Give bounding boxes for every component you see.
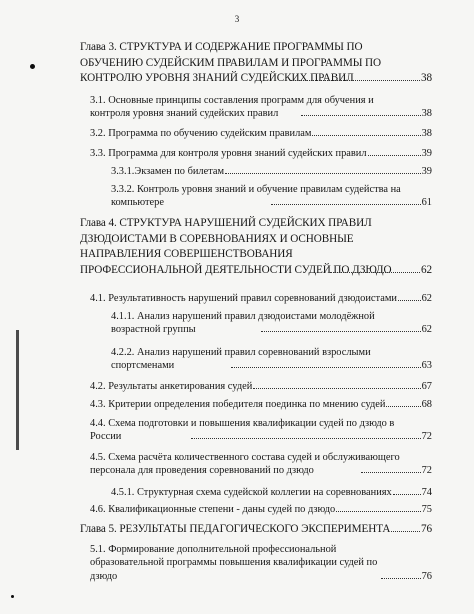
toc-label: 4.1.1. bbox=[111, 311, 135, 322]
toc-label: 4.1. bbox=[90, 293, 106, 304]
toc-page: 39 bbox=[421, 166, 432, 177]
toc-page: 75 bbox=[421, 504, 432, 515]
toc-page: 62 bbox=[421, 324, 432, 336]
toc-label: 4.2.2. bbox=[111, 347, 135, 358]
toc-page: 76 bbox=[421, 570, 432, 582]
toc-leader bbox=[290, 79, 420, 81]
toc-title: РЕЗУЛЬТАТЫ ПЕДАГОГИЧЕСКОГО ЭКСПЕРИМЕНТА bbox=[119, 523, 391, 535]
toc-page: 68 bbox=[421, 399, 432, 410]
toc-label: 4.5.1. bbox=[111, 487, 135, 498]
toc-leader bbox=[386, 405, 420, 407]
toc-title: Результаты анкетирования судей bbox=[108, 381, 253, 392]
toc-leader bbox=[191, 437, 421, 439]
toc-section-4-5[interactable] bbox=[90, 451, 432, 478]
scan-speck bbox=[30, 64, 35, 69]
toc-leader bbox=[225, 172, 421, 174]
toc-title: Схема подготовки и повышения квалификации судей по дзюдо в России bbox=[90, 418, 395, 443]
toc-section-4-2[interactable] bbox=[90, 380, 432, 393]
toc-section-4-1[interactable] bbox=[90, 292, 432, 305]
toc-section-4-5-1[interactable] bbox=[111, 486, 432, 499]
toc-leader bbox=[393, 493, 421, 495]
toc-title: Анализ нарушений правил дзюдоистами молодёжной возрастной группы bbox=[111, 311, 375, 336]
toc-page: 62 bbox=[421, 263, 432, 276]
scan-edge-mark bbox=[16, 330, 19, 450]
toc-title: Контроль уровня знаний и обучение правилам судейства на компьютере bbox=[111, 184, 401, 209]
toc-label: Глава 5. bbox=[80, 523, 117, 535]
toc-label: Глава 4. bbox=[80, 217, 117, 229]
toc-title: СТРУКТУРА НАРУШЕНИЙ СУДЕЙСКИХ ПРАВИЛ ДЗЮДОИСТАМИ В СОРЕВНОВАНИЯХ И ОСНОВНЫЕ НАПРАВЛЕНИЯ СОВЕРШЕНСТВОВАНИЯ ПРОФЕССИОНАЛЬНОЙ ДЕЯТЕЛЬНОСТИ СУДЕЙ ПО ДЗЮДО bbox=[80, 217, 392, 276]
toc-label: 3.2. bbox=[90, 128, 106, 139]
toc-title: Программа для контроля уровня знаний судейских правил bbox=[108, 148, 367, 159]
toc-chapter-4[interactable] bbox=[80, 216, 432, 278]
toc-label: 3.3.1. bbox=[111, 166, 135, 177]
toc-page: 38 bbox=[421, 72, 432, 85]
toc-leader bbox=[391, 530, 420, 532]
toc-page: 61 bbox=[421, 197, 432, 209]
toc-label: 5.1. bbox=[90, 544, 106, 555]
toc-leader bbox=[253, 387, 420, 389]
toc-leader bbox=[381, 577, 421, 579]
toc-label: Глава 3. bbox=[80, 41, 117, 53]
toc-page: 67 bbox=[421, 381, 432, 392]
toc-leader bbox=[368, 154, 421, 156]
toc-section-3-3-1[interactable] bbox=[111, 165, 432, 178]
toc-page: 38 bbox=[421, 108, 432, 120]
toc-leader bbox=[231, 366, 421, 368]
toc-label: 3.3.2. bbox=[111, 184, 135, 195]
toc-title: Критерии определения победителя поединка по мнению судей bbox=[108, 399, 386, 410]
toc-title: Программа по обучению судейским правилам bbox=[108, 128, 312, 139]
toc-section-4-3[interactable] bbox=[90, 398, 432, 411]
toc-section-3-1[interactable] bbox=[90, 94, 432, 121]
toc-leader bbox=[312, 134, 420, 136]
page-number: 3 bbox=[234, 14, 240, 24]
scan-speck bbox=[11, 595, 14, 598]
toc-leader bbox=[261, 330, 421, 332]
toc-title: Анализ нарушений правил соревнований взрослыми спортсменами bbox=[111, 347, 371, 372]
toc-title: Структурная схема судейской коллегии на соревнованиях bbox=[137, 487, 392, 498]
toc-page: 72 bbox=[421, 465, 432, 477]
toc-page: 39 bbox=[421, 148, 432, 159]
toc-leader bbox=[301, 114, 421, 116]
toc-title: Экзамен по билетам bbox=[134, 166, 225, 177]
toc-leader bbox=[330, 271, 420, 273]
toc-section-4-1-1[interactable] bbox=[111, 310, 432, 337]
toc-title: Формирование дополнительной профессиональной образовательной программы повышения квалификации судей по дзюдо bbox=[90, 544, 378, 582]
toc-page: 76 bbox=[421, 523, 432, 535]
toc-page: 72 bbox=[421, 431, 432, 443]
toc-leader bbox=[398, 299, 421, 301]
toc-label: 4.3. bbox=[90, 399, 106, 410]
toc-label: 4.4. bbox=[90, 418, 106, 429]
toc-label: 4.2. bbox=[90, 381, 106, 392]
toc-leader bbox=[271, 203, 421, 205]
toc-label: 4.6. bbox=[90, 504, 106, 515]
toc-section-3-3-2[interactable] bbox=[111, 183, 432, 210]
toc-title: Основные принципы составления программ для обучения и контроля уровня знаний судейских правил bbox=[90, 95, 374, 120]
toc-label: 4.5. bbox=[90, 452, 106, 463]
toc-leader bbox=[336, 510, 420, 512]
toc-section-5-1[interactable] bbox=[90, 543, 432, 583]
toc-page: 62 bbox=[421, 293, 432, 304]
toc-section-3-2[interactable] bbox=[90, 127, 432, 140]
toc-title: Результативность нарушений правил соревнований дзюдоистами bbox=[108, 293, 397, 304]
toc-chapter-3[interactable] bbox=[80, 40, 432, 87]
toc-section-4-4[interactable] bbox=[90, 417, 432, 444]
toc-leader bbox=[361, 471, 421, 473]
toc-title: Квалификационные степени - даны судей по дзюдо bbox=[108, 504, 336, 515]
toc-section-3-3[interactable] bbox=[90, 147, 432, 160]
toc-section-4-2-2[interactable] bbox=[111, 346, 432, 373]
toc-label: 3.1. bbox=[90, 95, 106, 106]
toc-title: СТРУКТУРА И СОДЕРЖАНИЕ ПРОГРАММЫ ПО ОБУЧЕНИЮ СУДЕЙСКИМ ПРАВИЛАМ И ПРОГРАММЫ ПО КОНТРОЛЮ УРОВНЯ ЗНАНИЙ СУДЕЙСКИХ ПРАВИЛ bbox=[80, 41, 382, 85]
toc-section-4-6[interactable] bbox=[90, 503, 432, 516]
toc-page: 74 bbox=[421, 487, 432, 498]
toc-title: Схема расчёта количественного состава судей и обслуживающего персонала для проведения соревнований по дзюдо bbox=[90, 452, 400, 477]
toc-page: 63 bbox=[421, 360, 432, 372]
toc-label: 3.3. bbox=[90, 148, 106, 159]
toc-page: 38 bbox=[421, 128, 432, 139]
toc-chapter-5[interactable] bbox=[80, 522, 432, 538]
